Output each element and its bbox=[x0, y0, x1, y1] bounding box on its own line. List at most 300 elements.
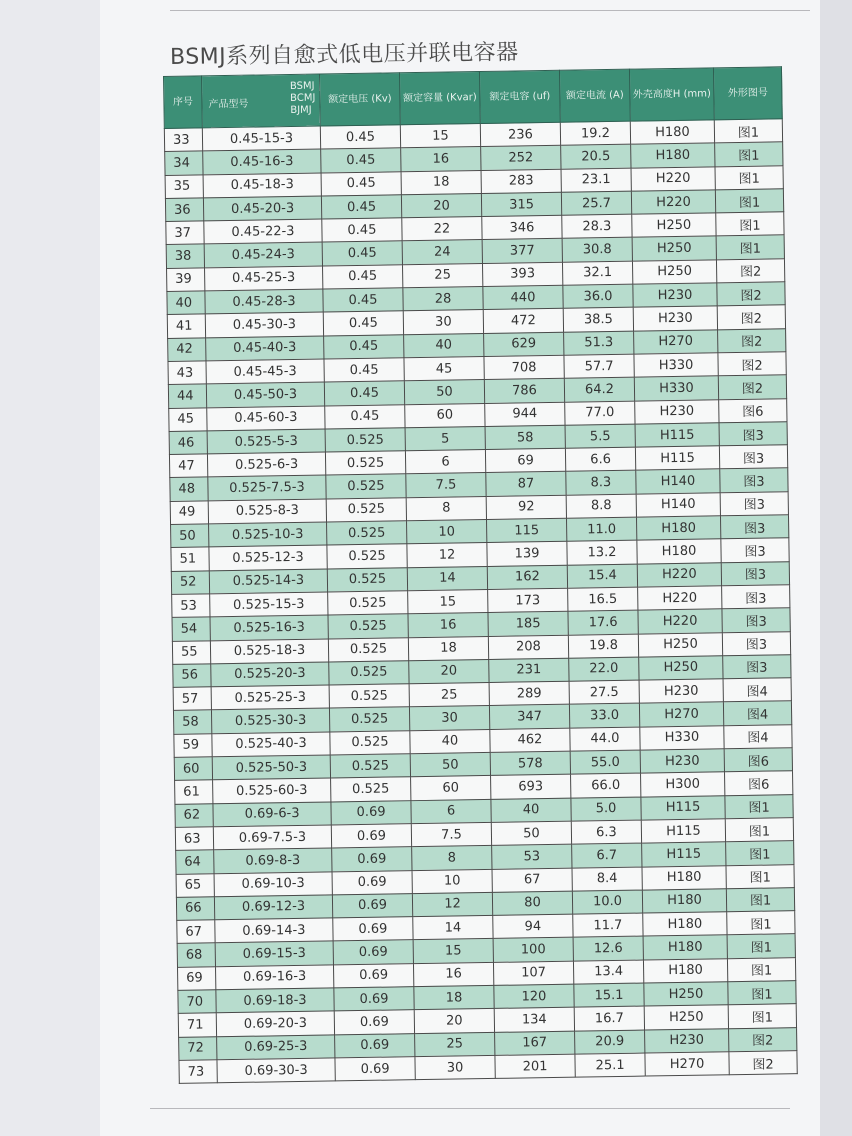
cell-model: 0.69-10-3 bbox=[214, 871, 332, 896]
cell-current: 11.0 bbox=[566, 517, 636, 541]
cell-index: 45 bbox=[169, 407, 207, 431]
cell-voltage: 0.525 bbox=[325, 428, 405, 453]
cell-height: H220 bbox=[631, 190, 715, 215]
cell-figure: 图1 bbox=[727, 957, 795, 981]
cell-figure: 图3 bbox=[721, 538, 789, 562]
cell-capacity: 25 bbox=[409, 683, 489, 708]
cell-model: 0.45-30-3 bbox=[205, 312, 323, 337]
cell-model: 0.45-50-3 bbox=[206, 382, 324, 407]
cell-current: 51.3 bbox=[564, 331, 634, 355]
cell-capacity: 7.5 bbox=[406, 473, 486, 498]
cell-figure: 图1 bbox=[728, 1004, 796, 1028]
cell-capacitance: 115 bbox=[487, 518, 567, 543]
cell-model: 0.45-20-3 bbox=[203, 196, 321, 221]
cell-capacity: 12 bbox=[412, 892, 492, 917]
cell-model: 0.525-30-3 bbox=[211, 708, 329, 733]
cell-current: 5.5 bbox=[565, 424, 635, 448]
cell-voltage: 0.525 bbox=[329, 684, 409, 709]
cell-figure: 图2 bbox=[717, 282, 785, 306]
cell-figure: 图1 bbox=[725, 794, 793, 818]
cell-height: H330 bbox=[640, 725, 724, 750]
cell-height: H230 bbox=[633, 306, 717, 331]
cell-figure: 图3 bbox=[722, 608, 790, 632]
cell-figure: 图1 bbox=[716, 235, 784, 259]
cell-capacity: 18 bbox=[401, 170, 481, 195]
cell-height: H270 bbox=[639, 702, 723, 727]
cell-index: 58 bbox=[173, 710, 211, 734]
cell-index: 34 bbox=[165, 151, 203, 175]
cell-figure: 图3 bbox=[720, 515, 788, 539]
header-capacitance: 额定电容 (uf) bbox=[479, 70, 560, 123]
cell-capacity: 15 bbox=[408, 589, 488, 614]
cell-figure: 图3 bbox=[720, 468, 788, 492]
cell-current: 8.3 bbox=[566, 471, 636, 495]
cell-current: 5.0 bbox=[571, 797, 641, 821]
cell-current: 10.0 bbox=[572, 890, 642, 914]
cell-height: H220 bbox=[638, 609, 722, 634]
cell-current: 25.7 bbox=[561, 191, 631, 215]
cell-height: H220 bbox=[637, 562, 721, 587]
cell-model: 0.525-16-3 bbox=[210, 615, 328, 640]
cell-model: 0.45-16-3 bbox=[203, 149, 321, 174]
cell-capacity: 12 bbox=[407, 543, 487, 568]
cell-index: 46 bbox=[169, 431, 207, 455]
cell-capacity: 16 bbox=[413, 962, 493, 987]
cell-voltage: 0.45 bbox=[320, 125, 400, 150]
cell-figure: 图4 bbox=[724, 724, 792, 748]
cell-figure: 图1 bbox=[715, 142, 783, 166]
cell-model: 0.45-28-3 bbox=[205, 289, 323, 314]
cell-height: H230 bbox=[645, 1028, 729, 1053]
cell-height: H230 bbox=[635, 399, 719, 424]
cell-capacity: 16 bbox=[408, 613, 488, 638]
cell-voltage: 0.45 bbox=[323, 265, 403, 290]
cell-voltage: 0.525 bbox=[325, 451, 405, 476]
cell-figure: 图6 bbox=[725, 771, 793, 795]
cell-index: 66 bbox=[176, 897, 214, 921]
cell-index: 36 bbox=[165, 198, 203, 222]
cell-index: 40 bbox=[167, 291, 205, 315]
cell-current: 13.4 bbox=[573, 960, 643, 984]
cell-index: 64 bbox=[176, 850, 214, 874]
cell-model: 0.525-15-3 bbox=[210, 592, 328, 617]
cell-capacitance: 139 bbox=[487, 542, 567, 567]
cell-figure: 图1 bbox=[728, 981, 796, 1005]
cell-height: H330 bbox=[634, 353, 718, 378]
cell-height: H180 bbox=[642, 865, 726, 890]
paper-edge-shadow bbox=[820, 0, 852, 1136]
cell-index: 44 bbox=[168, 384, 206, 408]
cell-model: 0.45-40-3 bbox=[206, 336, 324, 361]
cell-index: 42 bbox=[168, 338, 206, 362]
header-model-series-item: BJMJ bbox=[290, 104, 312, 117]
cell-current: 17.6 bbox=[568, 610, 638, 634]
cell-voltage: 0.45 bbox=[322, 241, 402, 266]
cell-index: 68 bbox=[177, 943, 215, 967]
cell-capacity: 20 bbox=[409, 659, 489, 684]
cell-capacity: 30 bbox=[415, 1055, 495, 1080]
cell-voltage: 0.69 bbox=[333, 940, 413, 965]
cell-voltage: 0.69 bbox=[332, 870, 412, 895]
cell-model: 0.69-25-3 bbox=[217, 1035, 335, 1060]
cell-capacitance: 92 bbox=[486, 495, 566, 520]
cell-capacity: 10 bbox=[412, 869, 492, 894]
cell-index: 50 bbox=[171, 524, 209, 548]
cell-capacitance: 50 bbox=[491, 821, 571, 846]
cell-capacitance: 393 bbox=[482, 262, 562, 287]
cell-capacitance: 94 bbox=[493, 914, 573, 939]
cell-current: 6.3 bbox=[571, 820, 641, 844]
cell-height: H330 bbox=[634, 376, 718, 401]
cell-figure: 图6 bbox=[724, 748, 792, 772]
cell-voltage: 0.69 bbox=[335, 1033, 415, 1058]
cell-capacitance: 944 bbox=[485, 402, 565, 427]
cell-index: 57 bbox=[173, 687, 211, 711]
cell-figure: 图1 bbox=[726, 841, 794, 865]
cell-index: 72 bbox=[179, 1036, 217, 1060]
cell-capacity: 10 bbox=[407, 520, 487, 545]
cell-voltage: 0.525 bbox=[330, 754, 410, 779]
cell-figure: 图1 bbox=[715, 165, 783, 189]
cell-capacity: 6 bbox=[405, 450, 485, 475]
cell-capacitance: 134 bbox=[494, 1007, 574, 1032]
cell-model: 0.525-14-3 bbox=[209, 569, 327, 594]
cell-index: 71 bbox=[178, 1013, 216, 1037]
cell-index: 47 bbox=[169, 454, 207, 478]
cell-figure: 图3 bbox=[719, 445, 787, 469]
cell-model: 0.69-16-3 bbox=[215, 965, 333, 990]
cell-index: 63 bbox=[175, 827, 213, 851]
cell-model: 0.525-20-3 bbox=[211, 662, 329, 687]
cell-figure: 图2 bbox=[717, 305, 785, 329]
cell-index: 35 bbox=[165, 174, 203, 198]
top-divider bbox=[170, 10, 810, 11]
cell-model: 0.69-15-3 bbox=[215, 941, 333, 966]
cell-capacity: 15 bbox=[400, 124, 480, 149]
cell-model: 0.525-7.5-3 bbox=[208, 475, 326, 500]
cell-capacitance: 162 bbox=[487, 565, 567, 590]
cell-figure: 图2 bbox=[729, 1051, 797, 1075]
cell-capacity: 50 bbox=[410, 752, 490, 777]
cell-capacitance: 67 bbox=[492, 868, 572, 893]
cell-height: H180 bbox=[642, 889, 726, 914]
cell-voltage: 0.525 bbox=[329, 707, 409, 732]
cell-current: 20.5 bbox=[561, 144, 631, 168]
cell-capacity: 16 bbox=[401, 147, 481, 172]
cell-height: H180 bbox=[636, 516, 720, 541]
cell-voltage: 0.525 bbox=[331, 777, 411, 802]
cell-current: 16.5 bbox=[568, 587, 638, 611]
cell-height: H115 bbox=[641, 819, 725, 844]
cell-index: 60 bbox=[174, 757, 212, 781]
cell-voltage: 0.69 bbox=[334, 987, 414, 1012]
cell-index: 41 bbox=[167, 314, 205, 338]
cell-index: 62 bbox=[175, 803, 213, 827]
cell-height: H140 bbox=[636, 493, 720, 518]
cell-voltage: 0.45 bbox=[322, 218, 402, 243]
cell-capacitance: 347 bbox=[489, 705, 569, 730]
cell-current: 44.0 bbox=[570, 727, 640, 751]
cell-figure: 图1 bbox=[725, 818, 793, 842]
cell-capacitance: 252 bbox=[481, 146, 561, 171]
cell-capacity: 40 bbox=[410, 729, 490, 754]
cell-capacity: 30 bbox=[403, 310, 483, 335]
spec-table-wrapper bbox=[163, 66, 797, 1084]
cell-model: 0.69-12-3 bbox=[214, 895, 332, 920]
cell-capacitance: 58 bbox=[485, 425, 565, 450]
cell-figure: 图1 bbox=[714, 119, 782, 143]
cell-height: H115 bbox=[641, 795, 725, 820]
cell-current: 36.0 bbox=[563, 284, 633, 308]
cell-voltage: 0.69 bbox=[333, 917, 413, 942]
cell-model: 0.69-18-3 bbox=[216, 988, 334, 1013]
cell-capacity: 15 bbox=[413, 939, 493, 964]
cell-current: 15.4 bbox=[567, 564, 637, 588]
header-model-series bbox=[290, 81, 316, 117]
cell-voltage: 0.525 bbox=[328, 591, 408, 616]
cell-capacity: 18 bbox=[408, 636, 488, 661]
cell-current: 8.8 bbox=[566, 494, 636, 518]
cell-figure: 图3 bbox=[722, 631, 790, 655]
header-height: 外壳高度H (mm) bbox=[629, 68, 714, 121]
cell-index: 49 bbox=[170, 501, 208, 525]
cell-current: 64.2 bbox=[564, 377, 634, 401]
cell-capacitance: 69 bbox=[485, 448, 565, 473]
cell-capacitance: 315 bbox=[481, 192, 561, 217]
cell-height: H250 bbox=[632, 236, 716, 261]
cell-current: 16.7 bbox=[574, 1006, 644, 1030]
cell-current: 19.8 bbox=[568, 634, 638, 658]
cell-index: 48 bbox=[170, 477, 208, 501]
cell-figure: 图2 bbox=[718, 352, 786, 376]
cell-index: 33 bbox=[164, 128, 202, 152]
cell-capacity: 40 bbox=[404, 333, 484, 358]
cell-current: 38.5 bbox=[563, 308, 633, 332]
cell-height: H270 bbox=[645, 1052, 729, 1077]
header-figure: 外形图号 bbox=[713, 67, 782, 120]
cell-capacity: 14 bbox=[413, 916, 493, 941]
cell-current: 15.1 bbox=[574, 983, 644, 1007]
cell-figure: 图1 bbox=[716, 212, 784, 236]
cell-height: H270 bbox=[634, 329, 718, 354]
cell-height: H180 bbox=[630, 120, 714, 145]
cell-model: 0.69-7.5-3 bbox=[213, 825, 331, 850]
cell-capacity: 30 bbox=[409, 706, 489, 731]
cell-model: 0.45-18-3 bbox=[203, 173, 321, 198]
cell-current: 12.6 bbox=[573, 936, 643, 960]
cell-voltage: 0.525 bbox=[328, 637, 408, 662]
cell-capacity: 25 bbox=[402, 263, 482, 288]
header-model-series-item: BCMJ bbox=[290, 92, 316, 105]
cell-model: 0.525-25-3 bbox=[211, 685, 329, 710]
cell-voltage: 0.69 bbox=[335, 1057, 415, 1082]
cell-figure: 图2 bbox=[716, 259, 784, 283]
cell-model: 0.45-22-3 bbox=[204, 219, 322, 244]
cell-current: 23.1 bbox=[561, 168, 631, 192]
cell-height: H250 bbox=[644, 982, 728, 1007]
spec-table bbox=[163, 66, 798, 1084]
cell-capacitance: 80 bbox=[492, 891, 572, 916]
cell-index: 55 bbox=[172, 640, 210, 664]
cell-model: 0.525-8-3 bbox=[208, 499, 326, 524]
cell-current: 66.0 bbox=[571, 773, 641, 797]
cell-index: 73 bbox=[179, 1060, 217, 1084]
cell-capacitance: 185 bbox=[488, 611, 568, 636]
cell-model: 0.69-8-3 bbox=[214, 848, 332, 873]
cell-current: 11.7 bbox=[573, 913, 643, 937]
cell-height: H230 bbox=[633, 283, 717, 308]
cell-voltage: 0.525 bbox=[326, 474, 406, 499]
header-voltage: 额定电压 (Kv) bbox=[319, 73, 400, 126]
cell-model: 0.45-60-3 bbox=[207, 406, 325, 431]
cell-voltage: 0.69 bbox=[331, 824, 411, 849]
cell-figure: 图1 bbox=[727, 934, 795, 958]
cell-capacity: 8 bbox=[412, 846, 492, 871]
header-model-series-item: BSMJ bbox=[289, 80, 315, 93]
cell-capacitance: 629 bbox=[484, 332, 564, 357]
cell-voltage: 0.69 bbox=[332, 847, 412, 872]
cell-capacitance: 231 bbox=[489, 658, 569, 683]
cell-capacitance: 107 bbox=[493, 961, 573, 986]
cell-index: 69 bbox=[177, 966, 215, 990]
cell-model: 0.525-50-3 bbox=[212, 755, 330, 780]
cell-height: H250 bbox=[632, 213, 716, 238]
cell-height: H250 bbox=[639, 656, 723, 681]
cell-model: 0.45-24-3 bbox=[204, 243, 322, 268]
cell-voltage: 0.69 bbox=[332, 893, 412, 918]
cell-voltage: 0.69 bbox=[334, 1010, 414, 1035]
cell-figure: 图3 bbox=[723, 655, 791, 679]
cell-model: 0.525-5-3 bbox=[207, 429, 325, 454]
header-model-label: 产品型号 bbox=[208, 98, 249, 111]
cell-capacity: 24 bbox=[402, 240, 482, 265]
cell-height: H180 bbox=[643, 935, 727, 960]
cell-capacitance: 289 bbox=[489, 681, 569, 706]
cell-figure: 图2 bbox=[729, 1027, 797, 1051]
header-capacity: 额定容量 (Kvar) bbox=[399, 72, 480, 125]
cell-capacity: 20 bbox=[414, 1009, 494, 1034]
cell-height: H250 bbox=[632, 260, 716, 285]
cell-capacitance: 201 bbox=[495, 1054, 575, 1079]
cell-current: 20.9 bbox=[575, 1030, 645, 1054]
cell-capacitance: 167 bbox=[495, 1031, 575, 1056]
cell-height: H180 bbox=[631, 143, 715, 168]
cell-height: H250 bbox=[644, 1005, 728, 1030]
cell-voltage: 0.525 bbox=[326, 497, 406, 522]
cell-height: H180 bbox=[643, 958, 727, 983]
cell-model: 0.69-20-3 bbox=[216, 1011, 334, 1036]
cell-model: 0.525-18-3 bbox=[210, 639, 328, 664]
cell-capacity: 6 bbox=[411, 799, 491, 824]
cell-capacitance: 53 bbox=[492, 844, 572, 869]
cell-model: 0.45-25-3 bbox=[205, 266, 323, 291]
document-title: BSMJ系列自愈式低电压并联电容器 bbox=[169, 40, 519, 70]
cell-height: H220 bbox=[631, 166, 715, 191]
cell-index: 39 bbox=[167, 268, 205, 292]
cell-figure: 图2 bbox=[718, 375, 786, 399]
cell-current: 27.5 bbox=[569, 680, 639, 704]
cell-figure: 图1 bbox=[727, 911, 795, 935]
table-header-row bbox=[164, 67, 783, 129]
cell-current: 77.0 bbox=[565, 401, 635, 425]
cell-height: H230 bbox=[639, 679, 723, 704]
cell-voltage: 0.45 bbox=[321, 148, 401, 173]
cell-capacity: 45 bbox=[404, 356, 484, 381]
cell-current: 55.0 bbox=[570, 750, 640, 774]
cell-voltage: 0.45 bbox=[321, 171, 401, 196]
cell-capacitance: 87 bbox=[486, 472, 566, 497]
cell-figure: 图3 bbox=[721, 561, 789, 585]
cell-current: 6.7 bbox=[572, 843, 642, 867]
cell-height: H180 bbox=[643, 912, 727, 937]
cell-index: 43 bbox=[168, 361, 206, 385]
cell-index: 37 bbox=[166, 221, 204, 245]
cell-height: H115 bbox=[635, 446, 719, 471]
cell-capacitance: 346 bbox=[482, 215, 562, 240]
cell-index: 38 bbox=[166, 244, 204, 268]
cell-capacity: 7.5 bbox=[411, 822, 491, 847]
table-body bbox=[164, 119, 797, 1084]
header-model bbox=[202, 74, 321, 128]
cell-capacitance: 173 bbox=[488, 588, 568, 613]
cell-height: H115 bbox=[642, 842, 726, 867]
cell-model: 0.525-60-3 bbox=[213, 778, 331, 803]
cell-height: H300 bbox=[641, 772, 725, 797]
cell-voltage: 0.525 bbox=[328, 614, 408, 639]
header-current: 额定电流 (A) bbox=[559, 69, 630, 122]
cell-capacitance: 208 bbox=[488, 635, 568, 660]
cell-capacity: 18 bbox=[414, 985, 494, 1010]
cell-height: H180 bbox=[637, 539, 721, 564]
cell-capacitance: 120 bbox=[494, 984, 574, 1009]
cell-index: 54 bbox=[172, 617, 210, 641]
cell-index: 51 bbox=[171, 547, 209, 571]
cell-voltage: 0.525 bbox=[327, 544, 407, 569]
cell-capacity: 22 bbox=[402, 217, 482, 242]
cell-current: 32.1 bbox=[562, 261, 632, 285]
cell-index: 61 bbox=[175, 780, 213, 804]
cell-capacitance: 708 bbox=[484, 355, 564, 380]
cell-height: H140 bbox=[636, 469, 720, 494]
cell-capacity: 60 bbox=[405, 403, 485, 428]
cell-current: 13.2 bbox=[567, 540, 637, 564]
cell-capacity: 8 bbox=[406, 496, 486, 521]
cell-voltage: 0.525 bbox=[327, 567, 407, 592]
cell-model: 0.69-6-3 bbox=[213, 802, 331, 827]
cell-figure: 图3 bbox=[719, 422, 787, 446]
cell-voltage: 0.69 bbox=[331, 800, 411, 825]
cell-index: 56 bbox=[173, 664, 211, 688]
cell-capacity: 28 bbox=[403, 287, 483, 312]
cell-model: 0.525-40-3 bbox=[212, 732, 330, 757]
cell-capacity: 60 bbox=[411, 776, 491, 801]
cell-capacitance: 100 bbox=[493, 938, 573, 963]
cell-capacitance: 283 bbox=[481, 169, 561, 194]
cell-voltage: 0.45 bbox=[323, 311, 403, 336]
cell-figure: 图6 bbox=[719, 398, 787, 422]
cell-capacitance: 40 bbox=[491, 798, 571, 823]
cell-index: 52 bbox=[171, 570, 209, 594]
cell-figure: 图3 bbox=[720, 491, 788, 515]
cell-voltage: 0.45 bbox=[324, 334, 404, 359]
cell-model: 0.525-10-3 bbox=[209, 522, 327, 547]
cell-capacitance: 786 bbox=[484, 378, 564, 403]
cell-figure: 图1 bbox=[715, 189, 783, 213]
cell-index: 53 bbox=[172, 594, 210, 618]
cell-capacity: 20 bbox=[401, 193, 481, 218]
cell-index: 65 bbox=[176, 873, 214, 897]
cell-capacitance: 462 bbox=[490, 728, 570, 753]
